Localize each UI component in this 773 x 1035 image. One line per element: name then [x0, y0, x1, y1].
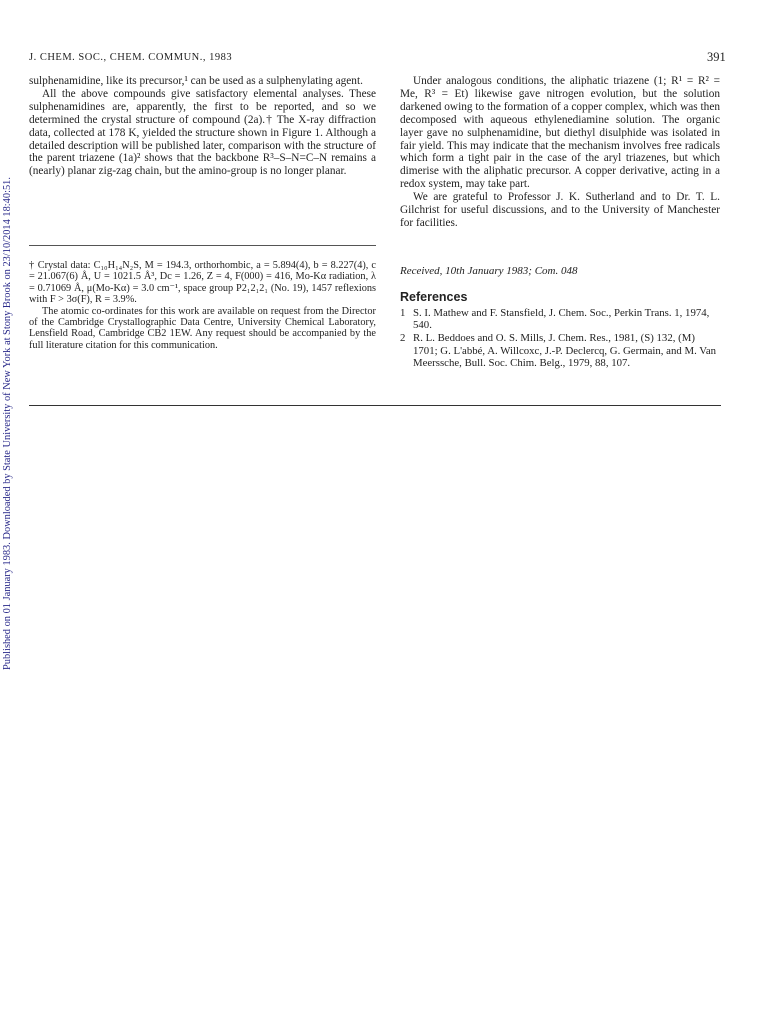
- reference-text: S. I. Mathew and F. Stansfield, J. Chem. Soc., Perkin Trans. 1, 1974, 540.: [413, 307, 710, 332]
- footnote-divider: [29, 245, 376, 246]
- paragraph: All the above compounds give satisfactory elemental analyses. These sulphenamidines are, apparently, the first to be reported, and so we determined the crystal structure of compound (2a).† The X-ray diffraction data, collected at 178 K, yielded the structure shown in Figure 1. Although a detailed description will be published later, comparison with the structure of the parent triazene (1a)² shows that the backbone R³–S–N=C–N remains a (nearly) planar zig-zag chain, but the amino-group is no longer planar.: [29, 87, 376, 178]
- references-list: [400, 307, 720, 370]
- page-bottom-rule: [29, 405, 721, 406]
- paragraph: sulphenamidine, like its precursor,¹ can be used as a sulphenylating agent.: [29, 75, 363, 87]
- reference-text: R. L. Beddoes and O. S. Mills, J. Chem. Res., 1981, (S) 132, (M) 1701; G. L'abbé, A. Willcoxc, J.-P. Declercq, G. Germain, and M. Van Meerssche, Bull. Soc. Chim. Belg., 1979, 88, 107.: [413, 332, 717, 369]
- page-number: 391: [707, 50, 726, 64]
- journal-header: J. CHEM. SOC., CHEM. COMMUN., 1983: [29, 52, 233, 63]
- download-side-note-text: Published on 01 January 1983. Downloaded by State University of New York at Stony Brook on 23/10/2014 18:40:51.: [2, 177, 13, 670]
- reference-number: 2: [400, 332, 406, 345]
- reference-item: [400, 307, 720, 331]
- paragraph: Under analogous conditions, the aliphatic triazene (1; R¹ = R² = Me, R³ = Et) likewise gave nitrogen evolution, but the solution darkened owing to the formation of a copper complex, which was then decomposed with aqueous ethylenediamine solution. The organic layer gave no sulphenamidine, but diethyl disulphide was isolated in fair yield. This may indicate that the mechanism involves free radicals which form a tight pair in the case of the aryl triazenes, but which dimerise with the aliphatic precursor. A copper derivative, acting in a redox system, may take part.: [400, 75, 720, 191]
- download-side-note: [0, 130, 16, 670]
- crystal-data-footnote: † Crystal data: C₁₀H₁₄N₂S, M = 194.3, orthorhombic, a = 5.894(4), b = 8.227(4), c = 21.067(6) Å, U = 1021.5 Å³, Dc = 1.26, Z = 4, F(000) = 416, Mo-Kα radiation, λ = 0.71069 Å, μ(Mo-Kα) = 3.0 cm⁻¹, space group P2₁2₁2₁ (No. 19), 1457 reflexions with F > 3σ(F), R = 3.9%.: [29, 260, 376, 306]
- left-column-body: [29, 75, 376, 178]
- right-column-body: [400, 75, 720, 230]
- references-heading: References: [400, 290, 468, 304]
- reference-number: 1: [400, 307, 406, 319]
- reference-item: [400, 332, 720, 369]
- acknowledgement-paragraph: We are grateful to Professor J. K. Sutherland and to Dr. T. L. Gilchrist for useful discussions, and to the University of Manchester for facilities.: [400, 191, 720, 229]
- received-date: Received, 10th January 1983; Com. 048: [400, 265, 578, 277]
- atomic-coordinates-footnote: The atomic co-ordinates for this work are available on request from the Director of the Cambridge Crystallographic Data Centre, University Chemical Laboratory, Lensfield Road, Cambridge CB2 1EW. Any request should be accompanied by the full literature citation for this communication.: [29, 305, 376, 351]
- footnote: [29, 260, 376, 351]
